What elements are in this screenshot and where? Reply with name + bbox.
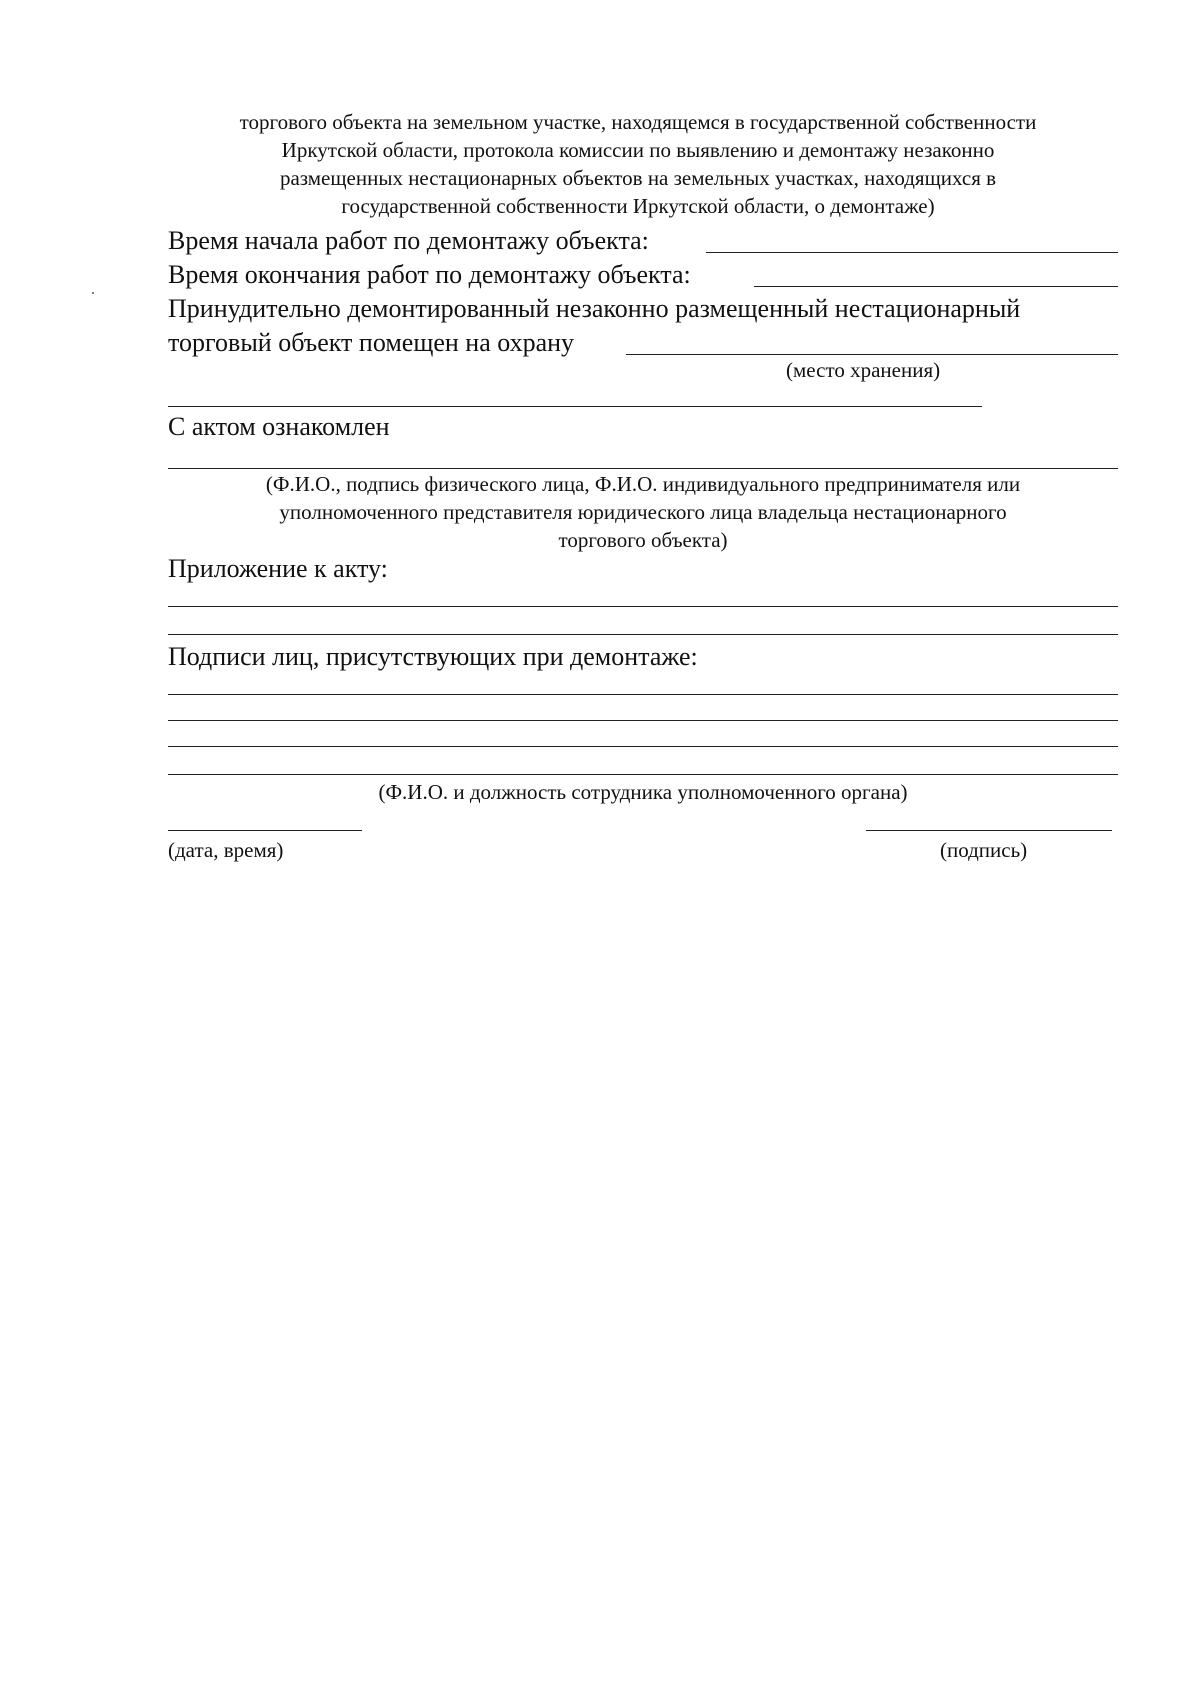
acquainted-caption [168,470,1118,554]
appendix-line-2[interactable] [168,634,1118,635]
appendix-line-1[interactable] [168,606,1118,607]
signature-line-4[interactable] [168,774,1118,775]
storage-text-line1: Принудительно демонтированный незаконно размещенный нестационарный [168,294,1021,323]
official-caption: (Ф.И.О. и должность сотрудника уполномоченного органа) [378,780,908,804]
end-time-line[interactable] [754,286,1118,287]
end-time-label: Время окончания работ по демонтажу объекта: [168,260,691,289]
acquainted-line[interactable] [168,468,1118,469]
header-line: Иркутской области, протокола комиссии по выявлению и демонтажу незаконно [281,138,995,162]
storage-label: торговый объект помещен на охрану [168,328,575,357]
header-line: государственной собственности Иркутской области, о демонтаже) [341,194,935,218]
date-caption: (дата, время) [168,838,284,862]
date-line[interactable] [168,830,362,831]
signature-line[interactable] [866,830,1112,831]
storage-caption: (место хранения) [786,358,941,382]
scan-speck [92,292,94,294]
storage-place-line[interactable] [626,354,1118,355]
signatures-label: Подписи лиц, присутствующих при демонтаже: [168,642,698,671]
signature-line-1[interactable] [168,694,1118,695]
signature-caption: (подпись) [940,838,1028,862]
appendix-label: Приложение к акту: [168,554,388,583]
signature-line-3[interactable] [168,746,1118,747]
header-line: размещенных нестационарных объектов на земельных участках, находящихся в [279,166,997,190]
caption-line: торгового объекта) [558,528,728,552]
start-time-line[interactable] [706,252,1118,253]
signature-line-2[interactable] [168,720,1118,721]
storage-place-line-2[interactable] [168,406,982,407]
header-text [168,108,1108,220]
acquainted-label: С актом ознакомлен [168,412,390,441]
start-time-label: Время начала работ по демонтажу объекта: [168,226,649,255]
header-line: торгового объекта на земельном участке, находящемся в государственной собственности [239,110,1037,134]
caption-line: (Ф.И.О., подпись физического лица, Ф.И.О. индивидуального предпринимателя или [265,472,1021,496]
caption-line: уполномоченного представителя юридического лица владельца нестационарного [279,500,1007,524]
